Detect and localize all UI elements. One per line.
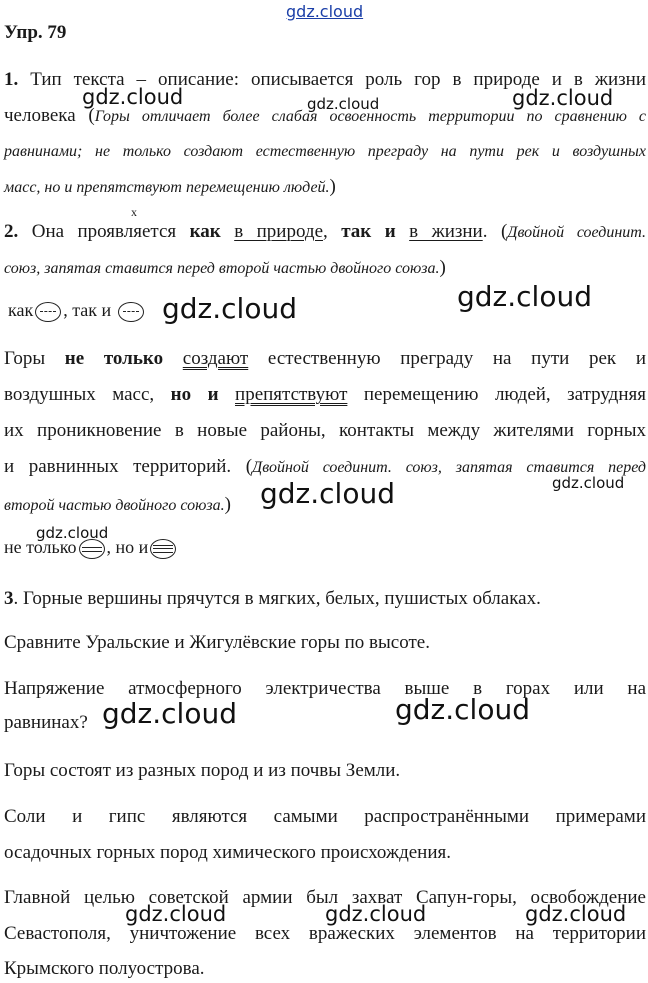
scheme-1-tak-i: , так и: [63, 300, 112, 320]
p3-note-1: Двойной соединит. союз, запятая ставится перед: [252, 459, 646, 476]
x-mark: x: [131, 205, 137, 219]
p3-line-2: [4, 383, 646, 407]
p2-kak: как: [189, 221, 221, 242]
p4-line-3: Напряжение атмосферного электричества выше в горах или на: [4, 678, 646, 699]
p4-line-8: Главной целью советской армии был захват Сапун-горы, освобождение: [4, 887, 646, 908]
p2-text: Она проявляется: [31, 221, 177, 242]
watermark: gdz.cloud: [260, 477, 395, 510]
p2-v-prirode: в природе: [234, 221, 324, 242]
p2-dot: .: [482, 221, 488, 242]
watermark: gdz.cloud: [457, 280, 592, 313]
watermark: gdz.cloud: [36, 524, 109, 542]
p3-ne-tolko: не только: [64, 348, 164, 369]
p3-l4a: и равнинных территорий. (: [4, 456, 253, 477]
p3-sozdayut: создают: [182, 348, 249, 369]
p4-line-2: Сравните Уральские и Жигулёвские горы по высоте.: [4, 632, 430, 653]
top-watermark-link[interactable]: gdz.cloud: [286, 2, 364, 21]
p1-line-4: [4, 175, 646, 200]
scheme-2-no-i: , но и: [106, 537, 149, 557]
oval-dash-icon: [118, 302, 144, 322]
scheme-2-ne-tolko: не только: [4, 537, 77, 557]
p2-tak-i: так и: [341, 221, 396, 242]
p2-comma: ,: [323, 221, 328, 242]
p4-s1: . Горные вершины прячутся в мягких, белых, пушистых облаках.: [13, 588, 541, 609]
oval-triple-line-icon: [150, 539, 176, 559]
exercise-title: Упр. 79: [4, 22, 67, 43]
watermark: gdz.cloud: [82, 85, 184, 109]
p3-rest: естественную преграду на пути рек и: [267, 348, 647, 369]
watermark: gdz.cloud: [512, 86, 614, 110]
p3-no-i: но и: [170, 384, 219, 405]
p2-line-1: [4, 220, 646, 245]
p3-line-1: [4, 347, 646, 371]
p3-paren: ): [224, 494, 231, 515]
p2-note-1: Двойной соединит.: [507, 224, 647, 241]
watermark: gdz.cloud: [162, 292, 297, 325]
scheme-1: [8, 300, 146, 322]
p4-line-4: равнинах?: [4, 712, 88, 733]
p1-note-1: Горы отличает более слабая освоенность территории по сравнению с: [94, 108, 646, 125]
p3-line-3: их проникновение в новые районы, контакты между жителями горных: [4, 420, 646, 441]
p1-paren: ): [329, 176, 336, 197]
oval-dash-icon: [35, 302, 61, 322]
p2-line-2: [4, 256, 646, 281]
p3-w1: Горы: [4, 348, 46, 369]
p1-note-3: масс, но и препятствуют перемещению людей.: [4, 179, 330, 196]
p3-prepyatstvuyut: препятствуют: [235, 384, 348, 405]
p1-number: 1.: [4, 69, 19, 90]
p1-text: Тип текста – описание: описывается роль гор в природе и в жизни: [30, 69, 647, 90]
watermark: gdz.cloud: [307, 95, 380, 113]
watermark: gdz.cloud: [325, 902, 427, 926]
p2-paren-open: (: [500, 221, 508, 242]
p2-paren-close: ): [439, 257, 446, 278]
p4-line-9: Севастополя, уничтожение всех вражеских элементов на территории: [4, 923, 646, 944]
p3-l2b: перемещению людей, затрудняя: [363, 384, 647, 405]
p2-v-zhizni: в жизни: [409, 221, 483, 242]
p2-note-2: союз, запятая ставится перед второй частью двойного союза.: [4, 260, 440, 277]
p4-line-10: Крымского полуострова.: [4, 958, 205, 979]
scheme-1-kak: как: [8, 300, 34, 320]
watermark: gdz.cloud: [125, 902, 227, 926]
p4-line-1: [4, 587, 646, 611]
p1-text-2: человека (: [4, 105, 95, 126]
watermark: gdz.cloud: [102, 697, 237, 730]
p1-note-2: равнинами; не только создают естественную преграду на пути рек и воздушных: [4, 143, 646, 160]
p3-note-2: второй частью двойного союза.: [4, 497, 225, 514]
p4-line-6: Соли и гипс являются самыми распространёнными примерами: [4, 806, 646, 827]
p3-l2a: воздушных масс,: [4, 384, 155, 405]
p2-number: 2.: [4, 221, 19, 242]
p4-line-7: осадочных горных пород химического происхождения.: [4, 842, 451, 863]
p4-line-5: Горы состоят из разных пород и из почвы Земли.: [4, 760, 401, 781]
watermark: gdz.cloud: [525, 902, 627, 926]
watermark: gdz.cloud: [395, 693, 530, 726]
p4-number: 3: [4, 588, 14, 609]
watermark: gdz.cloud: [552, 474, 625, 492]
